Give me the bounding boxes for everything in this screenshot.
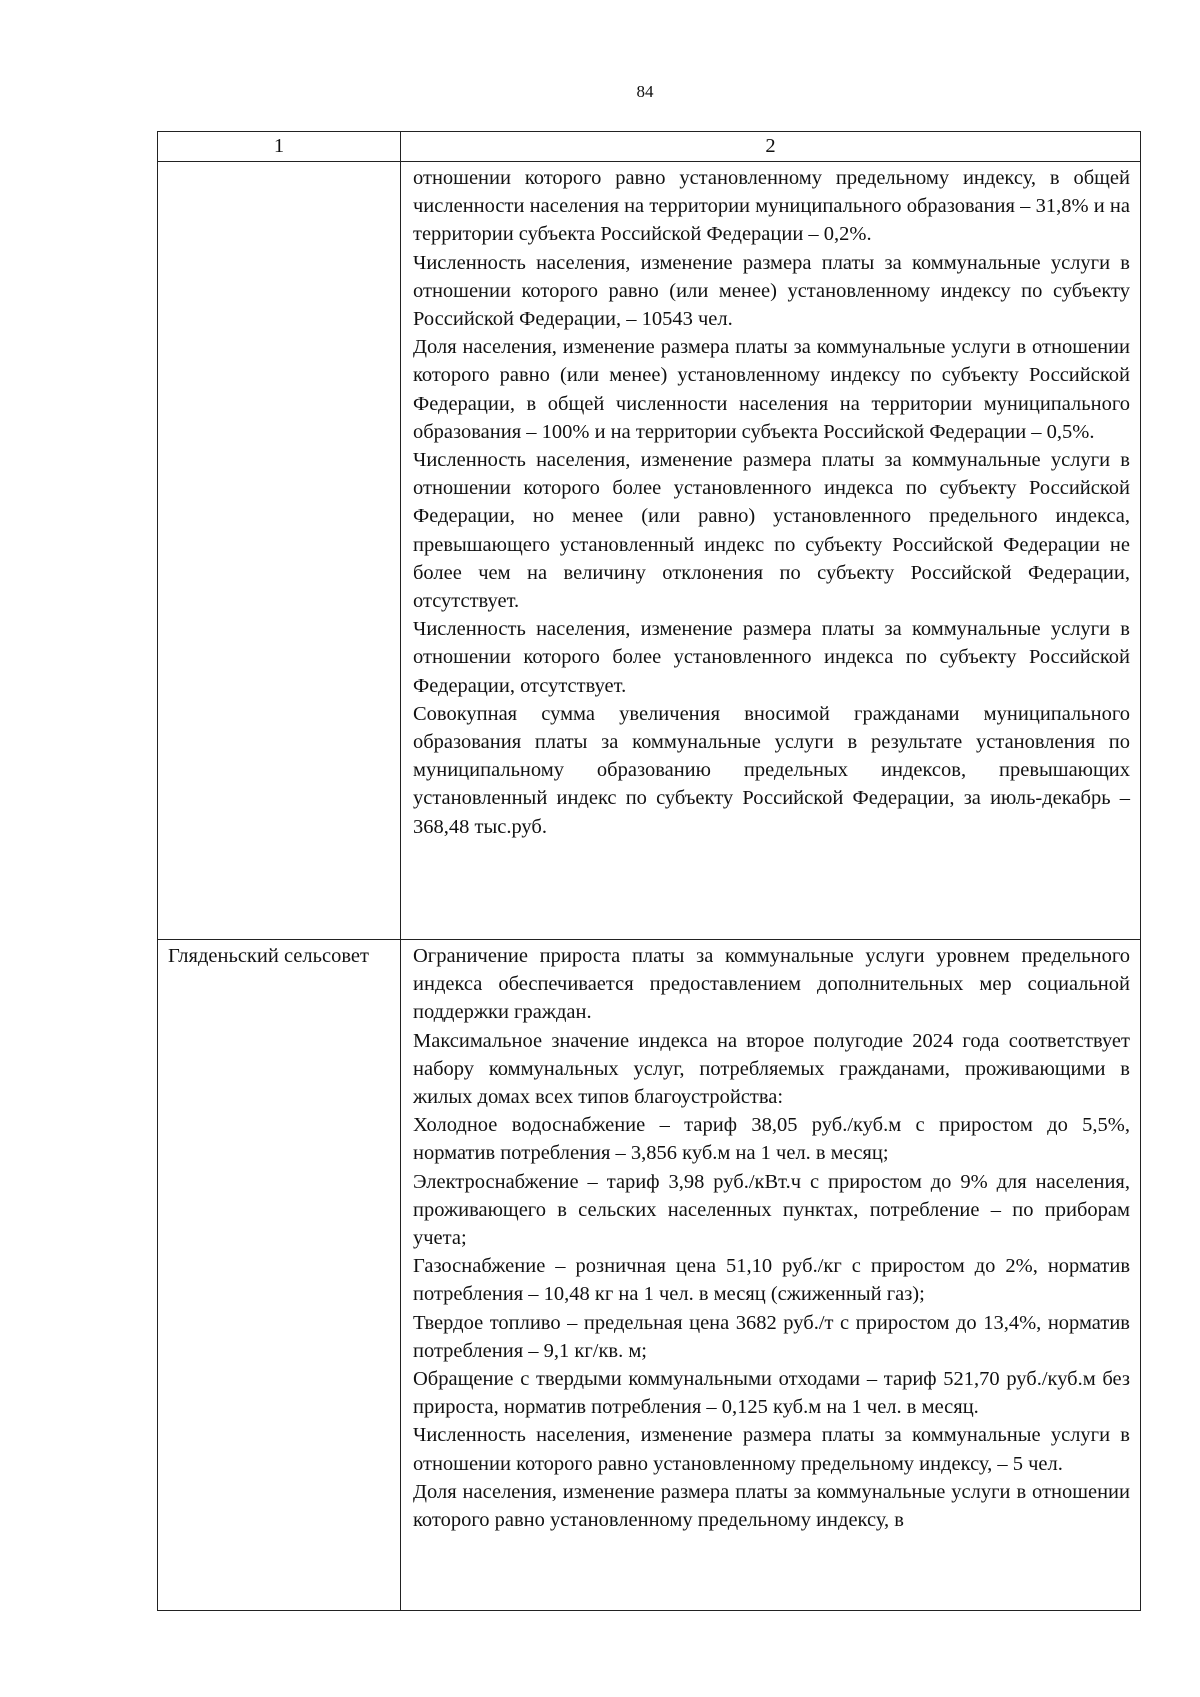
- paragraph: Холодное водоснабжение – тариф 38,05 руб./куб.м с приростом до 5,5%, норматив потребления – 3,856 куб.м на 1 чел. в месяц;: [413, 1114, 1130, 1165]
- table-header-row: [158, 132, 1141, 162]
- paragraph: Совокупная сумма увеличения вносимой гражданами муниципального образования платы за коммунальные услуги в результате установления по муниципальному образованию предельных индексов, превышающих установленный индекс по субъекту Российской Федерации, за июль-декабрь – 368,48 тыс.руб.: [413, 702, 1130, 838]
- column-header-2: 2: [401, 132, 1141, 162]
- paragraph: Газоснабжение – розничная цена 51,10 руб./кг с приростом до 2%, норматив потребления – 10,48 кг на 1 чел. в месяц (сжиженный газ);: [413, 1255, 1130, 1306]
- paragraph: Доля населения, изменение размера платы за коммунальные услуги в отношении которого равно установленному предельному индексу, в: [413, 1480, 1130, 1532]
- description-cell: [401, 162, 1141, 940]
- municipality-cell: Гляденьский сельсовет: [158, 940, 401, 1611]
- page-number: 84: [636, 82, 654, 101]
- municipality-cell: [158, 162, 401, 940]
- paragraph: Твердое топливо – предельная цена 3682 руб./т с приростом до 13,4%, норматив потребления – 9,1 кг/кв. м;: [413, 1311, 1130, 1362]
- column-header-1: 1: [158, 132, 401, 162]
- table-row: [158, 940, 1141, 1611]
- paragraph: Доля населения, изменение размера платы за коммунальные услуги в отношении которого равно (или менее) установленному индексу по субъекту Российской Федерации, в общей численности населения на территории муниципального образования – 100% и на территории субъекта Российской Федерации – 0,5%.: [413, 336, 1130, 443]
- paragraph: Численность населения, изменение размера платы за коммунальные услуги в отношении которого равно (или менее) установленному индексу по субъекту Российской Федерации, – 10543 чел.: [413, 251, 1130, 331]
- table-row: [158, 162, 1141, 940]
- paragraph: отношении которого равно установленному предельному индексу, в общей численности населения на территории муниципального образования – 31,8% и на территории субъекта Российской Федерации – 0,2%.: [413, 167, 1130, 246]
- description-cell: [401, 940, 1141, 1611]
- paragraph: Ограничение прироста платы за коммунальные услуги уровнем предельного индекса обеспечивается предоставлением дополнительных мер социальной поддержки граждан.: [413, 945, 1130, 1024]
- paragraph: Обращение с твердыми коммунальными отходами – тариф 521,70 руб./куб.м без прироста, норматив потребления – 0,125 куб.м на 1 чел. в месяц.: [413, 1368, 1130, 1419]
- paragraph: Численность населения, изменение размера платы за коммунальные услуги в отношении которого равно установленному предельному индексу, – 5 чел.: [413, 1424, 1130, 1475]
- paragraph: Электроснабжение – тариф 3,98 руб./кВт.ч с приростом до 9% для населения, проживающего в сельских населенных пунктах, потребление – по приборам учета;: [413, 1170, 1130, 1250]
- paragraph: Максимальное значение индекса на второе полугодие 2024 года соответствует набору коммунальных услуг, потребляемых гражданами, проживающими в жилых домах всех типов благоустройства:: [413, 1029, 1130, 1109]
- paragraph: Численность населения, изменение размера платы за коммунальные услуги в отношении которого более установленного индекса по субъекту Российской Федерации, отсутствует.: [413, 618, 1130, 697]
- paragraph: Численность населения, изменение размера платы за коммунальные услуги в отношении которого более установленного индекса по субъекту Российской Федерации, но менее (или равно) установленного предельного индекса, превышающего установленный индекс по субъекту Российской Федерации не более чем на величину отклонения по субъекту Российской Федерации, отсутствует.: [413, 449, 1130, 613]
- main-table: [157, 131, 1141, 1611]
